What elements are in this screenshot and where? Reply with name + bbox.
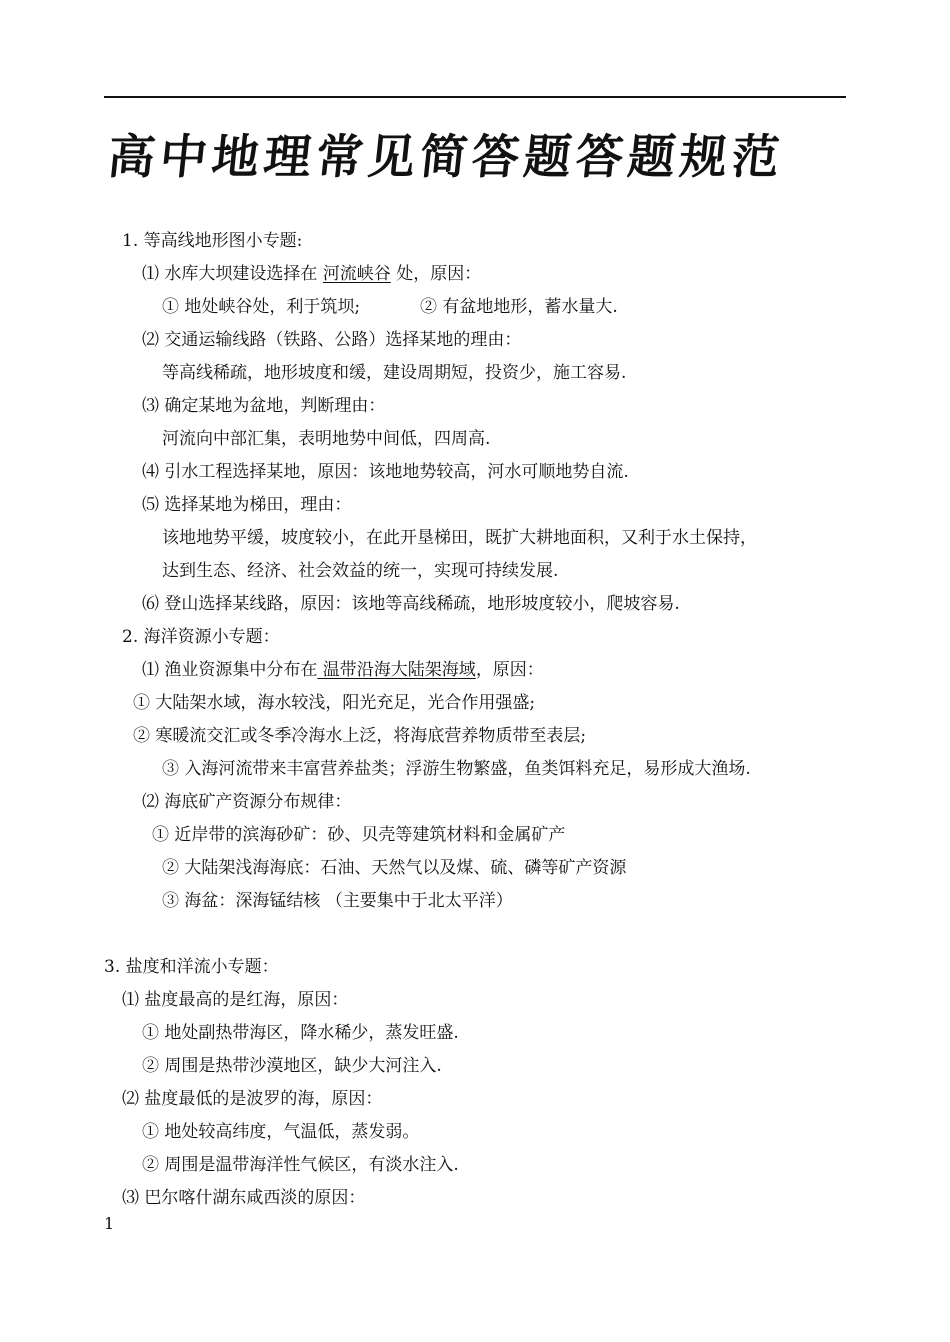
section-1-heading: 1. 等高线地形图小专题:: [122, 231, 303, 251]
s1-item-1-reason-2: ② 有盆地地形，蓄水量大.: [420, 297, 618, 317]
s1-item-1-underlined: 河流峡谷: [322, 264, 391, 284]
s2-item-2-rule-1: ① 近岸带的滨海砂矿：砂、贝壳等建筑材料和金属矿产: [152, 825, 566, 845]
s1-item-4: ⑷ 引水工程选择某地，原因：该地地势较高，河水可顺地势自流.: [142, 462, 629, 482]
s1-item-5-reason-2: 达到生态、经济、社会效益的统一，实现可持续发展.: [162, 561, 559, 581]
s1-item-3: ⑶ 确定某地为盆地，判断理由：: [142, 396, 386, 416]
section-2-heading: 2. 海洋资源小专题：: [122, 627, 280, 647]
s2-item-1-text-a: ⑴ 渔业资源集中分布在: [142, 660, 318, 680]
s1-item-1-reason-1: ① 地处峡谷处，利于筑坝;: [162, 297, 361, 317]
s2-item-1-text-b: ，原因：: [475, 660, 544, 680]
s2-item-2: ⑵ 海底矿产资源分布规律：: [142, 792, 352, 812]
s1-item-5: ⑸ 选择某地为梯田，理由：: [142, 495, 352, 515]
s2-item-1-reason-3: ③ 入海河流带来丰富营养盐类；浮游生物繁盛，鱼类饵料充足，易形成大渔场.: [162, 759, 751, 779]
s2-item-2-rule-3: ③ 海盆：深海锰结核 （主要集中于北太平洋）: [162, 891, 513, 911]
s3-item-1-reason-2: ② 周围是热带沙漠地区，缺少大河注入.: [142, 1056, 442, 1076]
s1-item-3-reason: 河流向中部汇集，表明地势中间低，四周高.: [162, 429, 491, 449]
s3-item-1-reason-1: ① 地处副热带海区，降水稀少，蒸发旺盛.: [142, 1023, 459, 1043]
page-number: 1: [104, 1214, 115, 1233]
s2-item-2-rule-2: ② 大陆架浅海海底：石油、天然气以及煤、硫、磷等矿产资源: [162, 858, 627, 878]
s1-item-1: [142, 263, 481, 285]
s2-item-1-reason-2: ② 寒暖流交汇或冬季冷海水上泛，将海底营养物质带至表层;: [133, 726, 587, 746]
s2-item-1-underlined: 温带沿海大陆架海域: [317, 660, 476, 680]
s1-item-1-text-a: ⑴ 水库大坝建设选择在: [142, 264, 323, 284]
s3-item-2-reason-2: ② 周围是温带海洋性气候区，有淡水注入.: [142, 1155, 459, 1175]
s2-item-1-reason-1: ① 大陆架水域，海水较浅，阳光充足，光合作用强盛;: [133, 693, 536, 713]
s3-item-2-reason-1: ① 地处较高纬度，气温低，蒸发弱。: [142, 1122, 420, 1142]
s1-item-1-text-b: 处，原因：: [390, 264, 482, 284]
s1-item-2: ⑵ 交通运输线路（铁路、公路）选择某地的理由：: [142, 330, 522, 350]
s1-item-2-reason: 等高线稀疏，地形坡度和缓，建设周期短，投资少，施工容易.: [162, 363, 627, 383]
header-rule: [104, 96, 846, 98]
s2-item-1: [142, 659, 544, 681]
section-3-heading: 3. 盐度和洋流小专题：: [104, 957, 279, 977]
s1-item-5-reason-1: 该地地势平缓，坡度较小，在此开垦梯田，既扩大耕地面积，又利于水土保持，: [162, 528, 757, 548]
s3-item-2: ⑵ 盐度最低的是波罗的海，原因：: [122, 1089, 383, 1109]
page-title: 高中地理常见简答题答题规范: [105, 130, 787, 185]
s1-item-6: ⑹ 登山选择某线路，原因：该地等高线稀疏，地形坡度较小，爬坡容易.: [142, 594, 680, 614]
s3-item-3: ⑶ 巴尔喀什湖东咸西淡的原因：: [122, 1188, 366, 1208]
s3-item-1: ⑴ 盐度最高的是红海，原因：: [122, 990, 349, 1010]
